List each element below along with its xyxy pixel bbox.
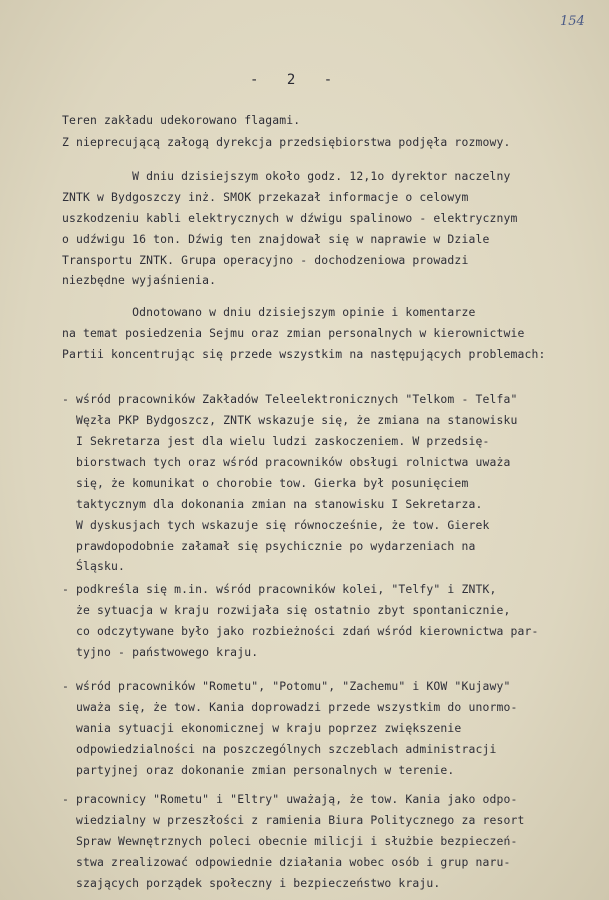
list-item-line: się, że komunikat o chorobie tow. Gierka był posunięciem bbox=[62, 476, 469, 490]
list-item-line: Spraw Wewnętrznych poleci obecnie milicji i służbie bezpieczeń- bbox=[62, 834, 518, 848]
list-item-line: Śląsku. bbox=[62, 559, 126, 573]
list-item-line: W dyskusjach tych wskazuje się równocześnie, że tow. Gierek bbox=[62, 518, 490, 532]
list-item-line: biorstwach tych oraz wśród pracowników obsługi rolnictwa uważa bbox=[62, 455, 511, 469]
list-item-line: taktycznym dla dokonania zmian na stanowisku I Sekretarza. bbox=[62, 497, 483, 511]
list-item-line: co odczytywane było jako rozbieżności zdań wśród kierownictwa par- bbox=[62, 624, 539, 638]
text-line: o udźwigu 16 ton. Dźwig ten znajdował się w naprawie w Dziale bbox=[62, 232, 490, 246]
page-number: - 2 - bbox=[250, 72, 343, 88]
list-item-line: - podkreśla się m.in. wśród pracowników kolei, "Telfy" i ZNTK, bbox=[62, 582, 497, 596]
list-item-line: tyjno - państwowego kraju. bbox=[62, 645, 259, 659]
list-item-line: szających porządek społeczny i bezpieczeństwo kraju. bbox=[62, 876, 441, 890]
text-line: Odnotowano w dniu dzisiejszym opinie i komentarze bbox=[62, 305, 476, 319]
list-item-line: prawdopodobnie załamał się psychicznie po wydarzeniach na bbox=[62, 539, 476, 553]
list-item-line: I Sekretarza jest dla wielu ludzi zaskoczeniem. W przedsię- bbox=[62, 434, 490, 448]
text-line: na temat posiedzenia Sejmu oraz zmian personalnych w kierownictwie bbox=[62, 326, 525, 340]
archive-page-mark: 154 bbox=[560, 14, 585, 29]
list-item-line: - pracownicy "Rometu" i "Eltry" uważają, że tow. Kania jako odpo- bbox=[62, 792, 518, 806]
text-line: niezbędne wyjaśnienia. bbox=[62, 273, 217, 287]
list-item-line: wania sytuacji ekonomicznej w kraju poprzez zwiększenie bbox=[62, 721, 462, 735]
text-line: W dniu dzisiejszym około godz. 12,1o dyrektor naczelny bbox=[62, 169, 511, 183]
list-item-line: - wśród pracowników "Rometu", "Potomu", "Zachemu" i KOW "Kujawy" bbox=[62, 679, 511, 693]
list-item-line: partyjnej oraz dokonanie zmian personalnych w terenie. bbox=[62, 763, 455, 777]
list-item-line: odpowiedzialności na poszczególnych szczeblach administracji bbox=[62, 742, 497, 756]
list-item-line: że sytuacja w kraju rozwijała się ostatnio zbyt spontanicznie, bbox=[62, 603, 511, 617]
text-line: Partii koncentrując się przede wszystkim na następujących problemach: bbox=[62, 347, 546, 361]
list-item-line: stwa zrealizować odpowiednie działania wobec osób i grup naru- bbox=[62, 855, 511, 869]
text-line: Teren zakładu udekorowano flagami. bbox=[62, 113, 301, 127]
list-item-line: uważa się, że tow. Kania doprowadzi przede wszystkim do unormo- bbox=[62, 700, 518, 714]
list-item-line: Węzła PKP Bydgoszcz, ZNTK wskazuje się, że zmiana na stanowisku bbox=[62, 413, 518, 427]
list-item-line: - wśród pracowników Zakładów Teleelektronicznych "Telkom - Telfa" bbox=[62, 392, 518, 406]
text-line: Z nieprecującą załogą dyrekcja przedsiębiorstwa podjęła rozmowy. bbox=[62, 135, 511, 149]
list-item-line: wiedzialny w przeszłości z ramienia Biura Politycznego za resort bbox=[62, 813, 525, 827]
text-line: ZNTK w Bydgoszczy inż. SMOK przekazał informacje o celowym bbox=[62, 190, 469, 204]
text-line: Transportu ZNTK. Grupa operacyjno - dochodzeniowa prowadzi bbox=[62, 253, 469, 267]
text-line: uszkodzeniu kabli elektrycznych w dźwigu spalinowo - elektrycznym bbox=[62, 211, 518, 225]
